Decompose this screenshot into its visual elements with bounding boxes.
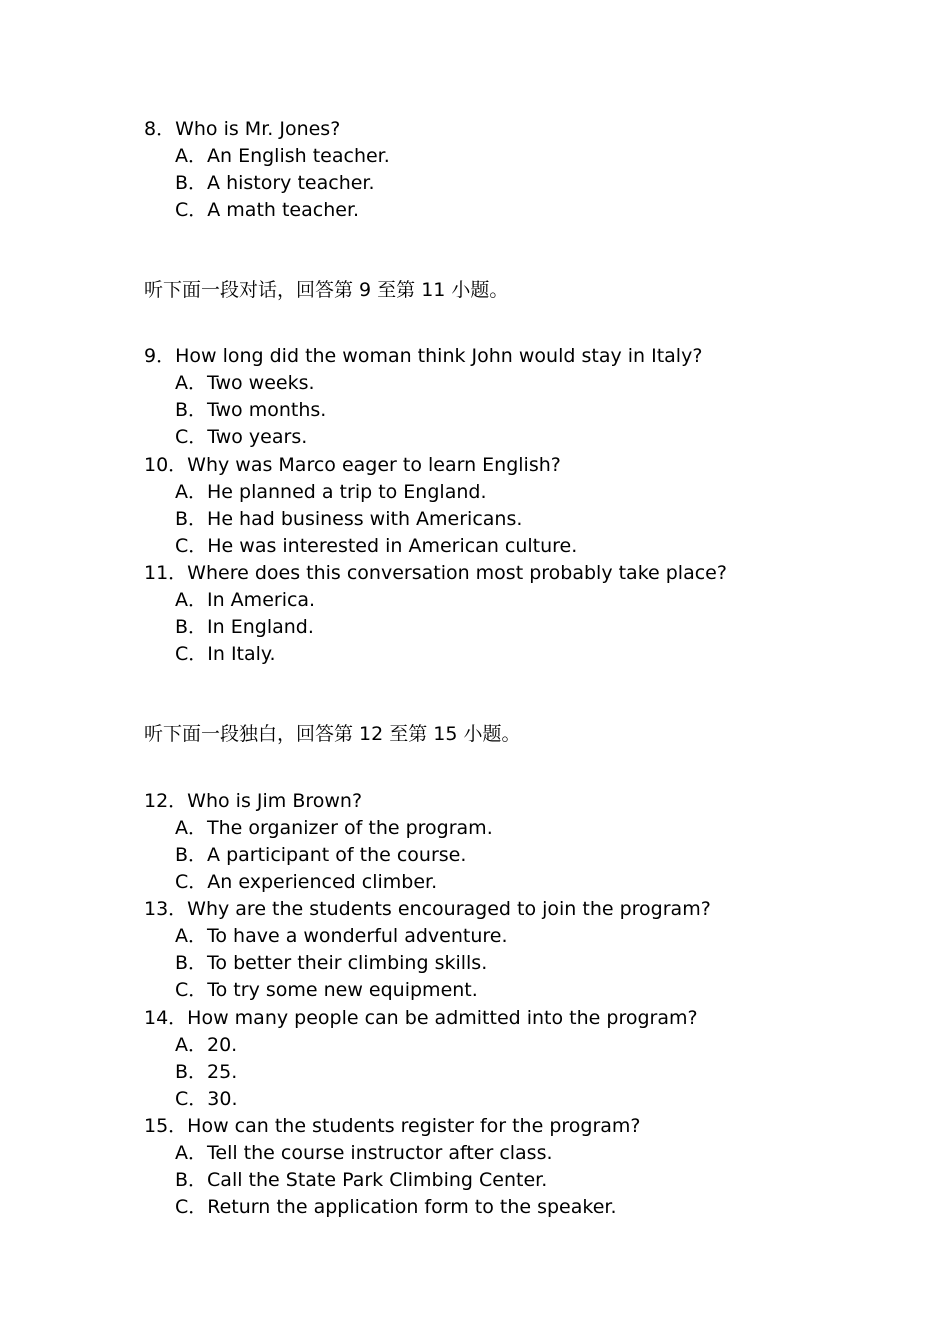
option-8b: B．A history teacher.	[175, 172, 375, 194]
option-12a: A．The organizer of the program.	[175, 817, 493, 839]
option-9b: B．Two months.	[175, 399, 327, 421]
option-11b: B．In England.	[175, 616, 314, 638]
option-15c: C．Return the application form to the speaker.	[175, 1196, 617, 1218]
section-instruction-dialogue: 听下面一段对话，回答第 9 至第 11 小题。	[144, 279, 509, 301]
option-15b: B．Call the State Park Climbing Center.	[175, 1169, 548, 1191]
option-12c: C．An experienced climber.	[175, 871, 438, 893]
option-8a: A．An English teacher.	[175, 145, 390, 167]
option-12b: B．A participant of the course.	[175, 844, 467, 866]
option-14b: B．25.	[175, 1061, 238, 1083]
question-11: 11．Where does this conversation most probably take place?	[144, 562, 727, 584]
option-13b: B．To better their climbing skills.	[175, 952, 488, 974]
question-15: 15．How can the students register for the program?	[144, 1115, 641, 1137]
question-9: 9．How long did the woman think John would stay in Italy?	[144, 345, 703, 367]
question-13: 13．Why are the students encouraged to join the program?	[144, 898, 711, 920]
option-10b: B．He had business with Americans.	[175, 508, 523, 530]
question-14: 14．How many people can be admitted into the program?	[144, 1007, 698, 1029]
option-10a: A．He planned a trip to England.	[175, 481, 487, 503]
option-14a: A．20.	[175, 1034, 238, 1056]
option-11a: A．In America.	[175, 589, 316, 611]
question-10: 10．Why was Marco eager to learn English?	[144, 454, 561, 476]
option-10c: C．He was interested in American culture.	[175, 535, 578, 557]
option-14c: C．30.	[175, 1088, 238, 1110]
option-9c: C．Two years.	[175, 426, 308, 448]
option-15a: A．Tell the course instructor after class.	[175, 1142, 553, 1164]
option-13c: C．To try some new equipment.	[175, 979, 478, 1001]
question-12: 12．Who is Jim Brown?	[144, 790, 363, 812]
option-9a: A．Two weeks.	[175, 372, 315, 394]
option-8c: C．A math teacher.	[175, 199, 360, 221]
option-13a: A．To have a wonderful adventure.	[175, 925, 508, 947]
question-8: 8．Who is Mr. Jones?	[144, 118, 341, 140]
section-instruction-monologue: 听下面一段独白，回答第 12 至第 15 小题。	[144, 723, 521, 745]
option-11c: C．In Italy.	[175, 643, 276, 665]
